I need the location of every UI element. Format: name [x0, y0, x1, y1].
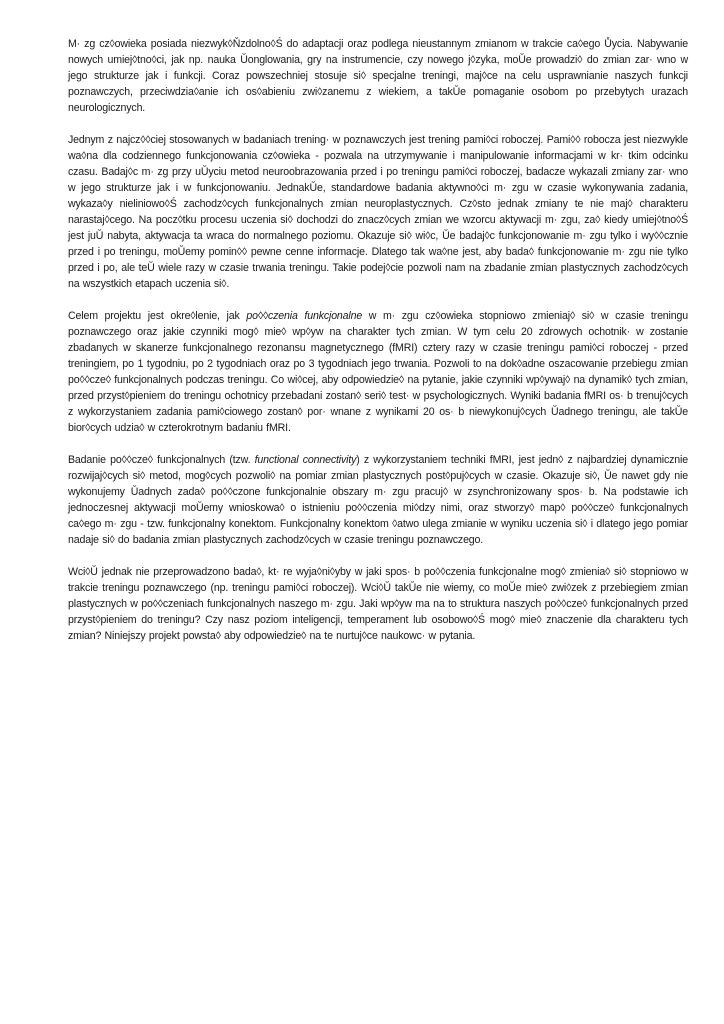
paragraph-2-text: Jednym z najcz◊◊ciej stosowanych w badaniach trening· w poznawczych jest trening pami◊ci roboczej. Pami◊◊ robocza jest niezwykle wa◊na dla codziennego funkcjonowania cz◊owieka - pozwala na utrzymywanie i manipulowanie informacjami w kr· tkim odcinku czasu. Badaj◊c m· zg przy uŬyciu metod neuroobrazowania przed i po treningu pami◊ci roboczej, badacze wykazali zmiany zar· wno w jego strukturze jak i w funkcjonowaniu. JednakŬe, standardowe badania aktywno◊ci m· zgu w czasie wykonywania zadania, wykaza◊y nieliniowo◊Ś zachodz◊cych funkcjonalnych zmian neuroplastycznych. Cz◊sto jednak zmiany te nie maj◊ charakteru narastaj◊cego. Na pocz◊tku procesu uczenia si◊ dochodzi do znacz◊cych zmian we wzorcu aktywacji m· zgu, za◊ kiedy umiej◊tno◊Ś jest juŬ nabyta, aktywacja ta wraca do normalnego poziomu. Okazuje si◊ wi◊c, Ŭe badaj◊c funkcjonowanie m· zgu tylko i wy◊◊cznie przed i po treningu, moŬemy pomin◊◊ pewne cenne informacje. Dlatego tak wa◊ne jest, aby bada◊ funkcjonowanie m· zgu nie tylko przed i po, ale teŬ wiele razy w czasie trwania treningu. Takie podej◊cie pozwoli nam na zbadanie zmian plastycznych zachodz◊cych na wszystkich etapach uczenia si◊.	[68, 134, 688, 290]
paragraph-4-italic-term: functional connectivity	[254, 454, 357, 466]
paragraph-1	[68, 36, 688, 116]
paragraph-2	[68, 132, 688, 292]
paragraph-1-text: M· zg cz◊owieka posiada niezwyk◊Ňzdolno◊Ś do adaptacji oraz podlega nieustannym zmianom w trakcie ca◊ego Ůycia. Nabywanie nowych umiej◊tno◊ci, jak np. nauka Ŭonglowania, gry na instrumencie, czy nowego j◊zyka, moŬe prowadzi◊ do zmian zar· wno w jego strukturze jak i funkcji. Coraz powszechniej stosuje si◊ specjalne treningi, maj◊ce na celu usprawnianie naszych funkcji poznawczych, przeciwdzia◊anie ich os◊abieniu zwi◊zanemu z wiekiem, a takŬe pomaganie osobom po przebytych urazach neurologicznych.	[68, 38, 688, 114]
document-body	[68, 36, 688, 660]
paragraph-3	[68, 308, 688, 436]
paragraph-4	[68, 452, 688, 548]
paragraph-3-italic-term: po◊◊czenia funkcjonalne	[246, 310, 363, 322]
paragraph-3-text-after: w m· zgu cz◊owieka stopniowo zmieniaj◊ si◊ w czasie treningu poznawczego oraz jakie czynniki mog◊ mie◊ wp◊yw na charakter tych zmian. W tym celu 20 zdrowych ochotnik· w zostanie zbadanych w skanerze funkcjonalnego rezonansu magnetycznego (fMRI) cztery razy w czasie treningu pami◊ci roboczej - przed treningiem, po 1 tygodniu, po 2 tygodniach oraz po 3 tygodniach jego trwania. Pozwoli to na dok◊adne oszacowanie przebiegu zmian po◊◊cze◊ funkcjonalnych podczas treningu. Co wi◊cej, aby odpowiedzie◊ na pytanie, jakie czynniki wp◊ywaj◊ na dynamik◊ tych zmian, przed przyst◊pieniem do treningu ochotnicy przebadani zostan◊ seri◊ test· w psychologicznych. Wyniki badania fMRI os· b trenuj◊cych z wykorzystaniem zadania pami◊ciowego zostan◊ por· wnane z wynikami 20 os· b niewykonuj◊cych Ŭadnego treningu, ale takŬe bior◊cych udzia◊ w czterokrotnym badaniu fMRI.	[68, 310, 688, 434]
paragraph-4-text-before: Badanie po◊◊cze◊ funkcjonalnych (tzw.	[68, 454, 255, 466]
paragraph-5-text: Wci◊Ŭ jednak nie przeprowadzono bada◊, kt· re wyja◊ni◊yby w jaki spos· b po◊◊czenia funkcjonalne mog◊ zmienia◊ si◊ stopniowo w trakcie treningu poznawczego (np. treningu pami◊ci roboczej). Wci◊Ŭ takŬe nie wiemy, co moŬe mie◊ zwi◊zek z przebiegiem zmian plastycznych w po◊◊czeniach funkcjonalnych naszego m· zgu. Jaki wp◊yw ma na to struktura naszych po◊◊cze◊ funkcjonalnych przed przyst◊pieniem do treningu? Czy nasz poziom inteligencji, temperament lub osobowo◊Ś mog◊ mie◊ znaczenie dla charakteru tych zmian? Niniejszy projekt powsta◊ aby odpowiedzie◊ na te nurtuj◊ce naukowc· w pytania.	[68, 566, 688, 642]
paragraph-5	[68, 564, 688, 644]
paragraph-4-text-after: ) z wykorzystaniem techniki fMRI, jest jedn◊ z najbardziej dynamicznie rozwijaj◊cych si◊ metod, mog◊cych pozwoli◊ na pomiar zmian plastycznych post◊puj◊cych w czasie. Okazuje si◊, Ŭe nawet gdy nie wykonujemy Ŭadnych zada◊ po◊◊czone funkcjonalnie obszary m· zgu pracuj◊ w zsynchronizowany spos· b. Na podstawie ich jednoczesnej aktywacji moŬemy wnioskowa◊ o istnieniu po◊◊czenia mi◊dzy nimi, oraz stworzy◊ map◊ po◊◊cze◊ funkcjonalnych ca◊ego m· zgu - tzw. funkcjonalny konektom. Funkcjonalny konektom ◊atwo ulega zmianie w wyniku uczenia si◊ i dlatego jego pomiar nadaje si◊ do badania zmian plastycznych zachodz◊cych w czasie treningu poznawczego.	[68, 454, 688, 546]
paragraph-3-text-before: Celem projektu jest okre◊lenie, jak	[68, 310, 247, 322]
